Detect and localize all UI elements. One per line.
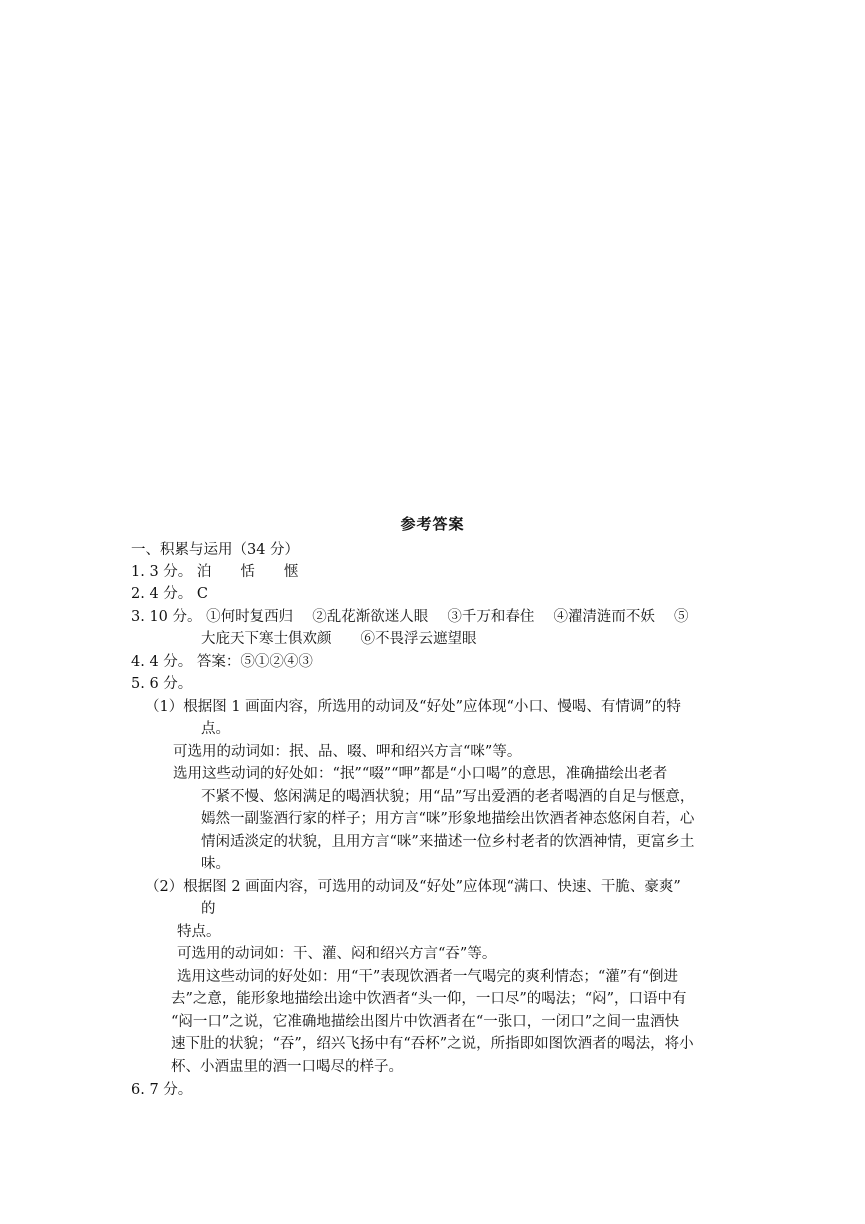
part-1-line-5: 不紧不慢、悠闲满足的喝酒状貌；用“品”写出爱酒的老者喝酒的自足与惬意， [201, 789, 695, 805]
part-1-line-3: 可选用的动词如：抿、品、啜、呷和绍兴方言“咪”等。 [173, 744, 522, 760]
part-1-line-2: 点。 [201, 721, 230, 737]
answer-2: 2. 4 分。 C [131, 586, 208, 602]
part-1-line-4: 选用这些动词的好处如：“抿”“啜”“呷”都是“小口喝”的意思，准确描绘出老者 [173, 766, 668, 782]
part-2-line-8: 速下肚的状貌；“吞”，绍兴飞扬中有“吞杯”之说，所指即如图饮酒者的喝法，将小 [171, 1036, 694, 1052]
page-title: 参考答案 [400, 515, 465, 533]
part-2-line-5: 选用这些动词的好处如：用“干”表现饮酒者一气喝完的爽利情态；“灌”有“倒进 [177, 969, 679, 985]
part-1-line-7: 情闲适淡定的状貌，且用方言“咪”来描述一位乡村老者的饮酒神情，更富乡土 [201, 834, 695, 850]
answer-4: 4. 4 分。 答案：⑤①②④③ [131, 654, 313, 670]
part-1-line-1: （1）根据图 1 画面内容，所选用的动词及“好处”应体现“小口、慢喝、有情调”的特 [145, 699, 681, 715]
answer-3-line-1: 3. 10 分。 ①何时复西归 ②乱花渐欲迷人眼 ③千万和春住 ④濯清涟而不妖 ⑤ [131, 609, 689, 625]
answer-6: 6. 7 分。 [131, 1082, 193, 1098]
part-2-line-2: 的 [201, 901, 216, 917]
part-2-line-4: 可选用的动词如：干、灌、闷和绍兴方言“吞”等。 [177, 946, 497, 962]
part-2-line-9: 杯、小酒盅里的酒一口喝尽的样子。 [171, 1059, 403, 1075]
part-1-line-6: 嫣然一副鉴酒行家的样子；用方言“咪”形象地描绘出饮酒者神态悠闲自若，心 [201, 811, 695, 827]
part-2-line-7: “闷一口”之说，它准确地描绘出图片中饮酒者在“一张口，一闭口”之间一盅酒快 [171, 1014, 680, 1030]
part-1-line-8: 味。 [201, 856, 230, 872]
part-2-line-6: 去”之意，能形象地描绘出途中饮酒者“头一仰，一口尽”的喝法；“闷”，口语中有 [171, 991, 687, 1007]
answer-3-line-2: 大庇天下寒士俱欢颜 ⑥不畏浮云遮望眼 [201, 631, 477, 647]
answer-5: 5. 6 分。 [131, 676, 193, 692]
part-2-line-1: （2）根据图 2 画面内容，可选用的动词及“好处”应体现“满口、快速、干脆、豪爽” [145, 879, 681, 895]
part-2-line-3: 特点。 [177, 924, 221, 940]
answer-1: 1. 3 分。 泊 恬 惬 [131, 564, 299, 580]
section-heading: 一、积累与运用（34 分） [131, 542, 300, 558]
